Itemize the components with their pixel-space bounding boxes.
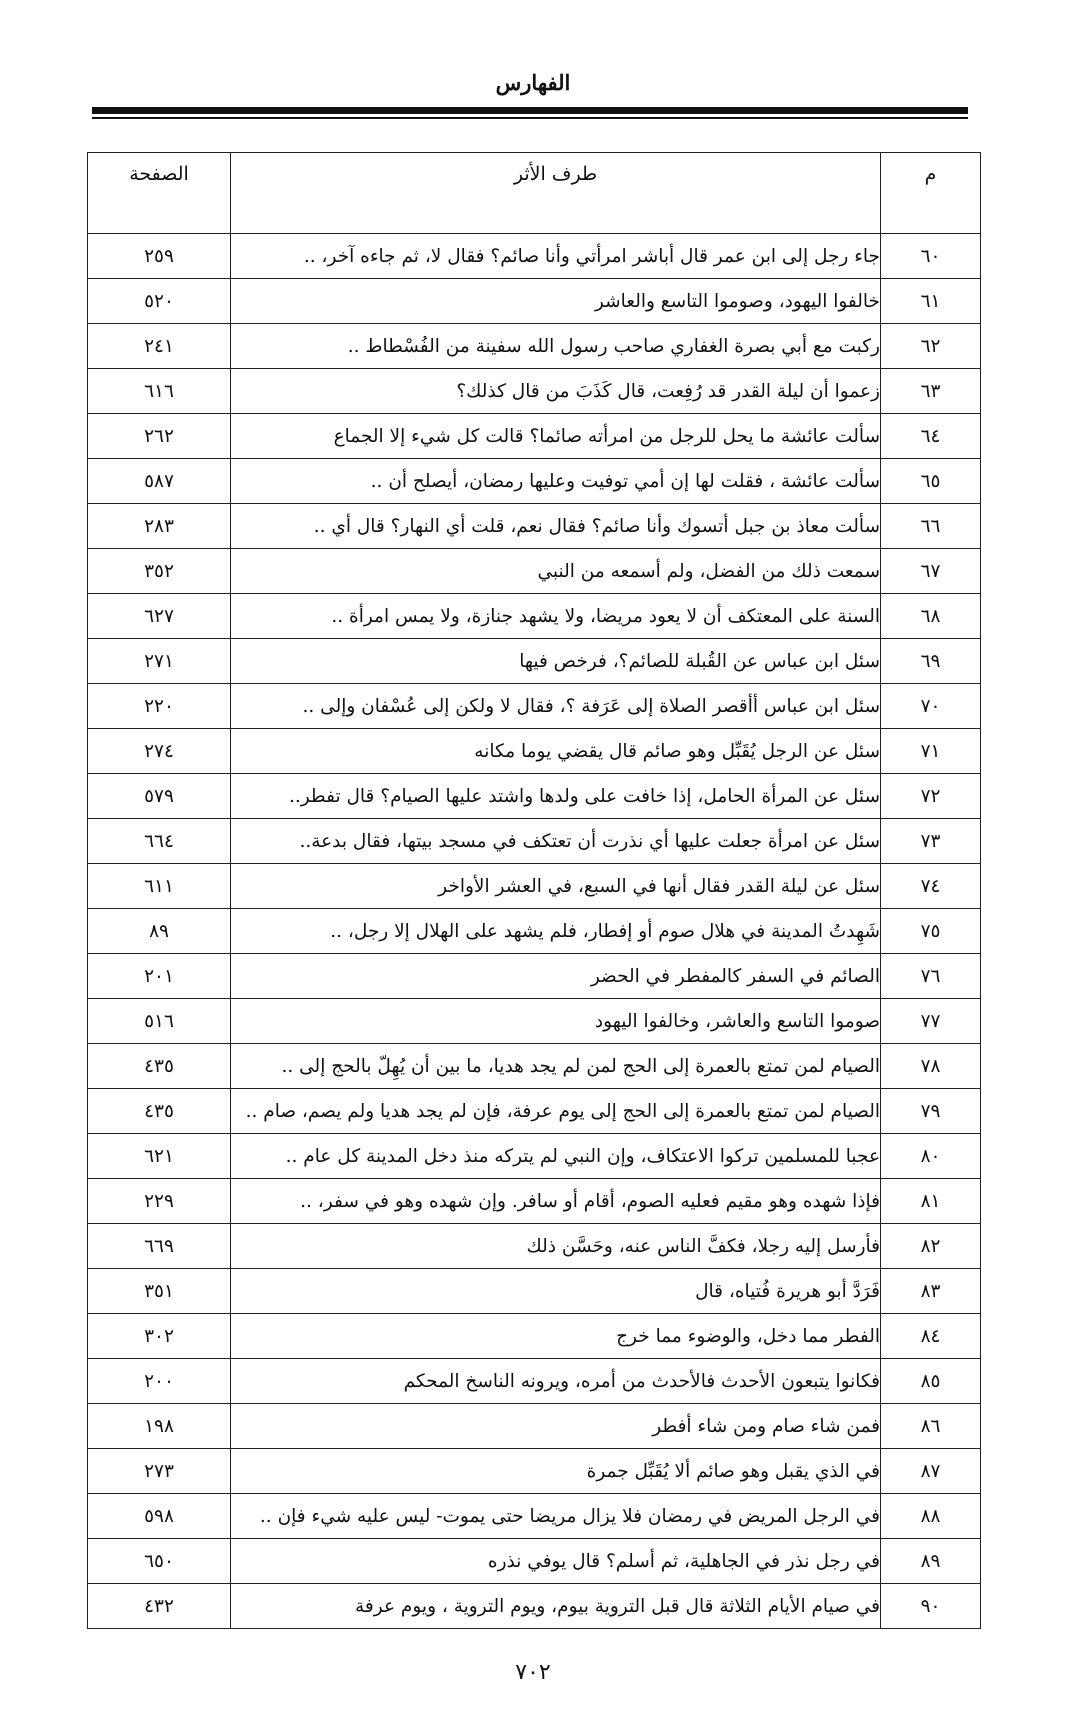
row-number: ٨٨ (881, 1494, 981, 1539)
row-text: فإذا شهده وهو مقيم فعليه الصوم، أقام أو سافر. وإن شهده وهو في سفر، .. (231, 1179, 881, 1224)
row-page: ٣٥٢ (88, 549, 231, 594)
row-text: في صيام الأيام الثلاثة قال قبل التروية بيوم، ويوم التروية ، ويوم عرفة (231, 1584, 881, 1629)
row-number: ٦٨ (881, 594, 981, 639)
row-number: ٦١ (881, 279, 981, 324)
row-page: ٢٦٢ (88, 414, 231, 459)
table-row (88, 774, 981, 819)
row-number: ٦٦ (881, 504, 981, 549)
row-number: ٦٧ (881, 549, 981, 594)
row-text: فمن شاء صام ومن شاء أفطر (231, 1404, 881, 1449)
row-text: سئل عن امرأة جعلت عليها أي نذرت أن تعتكف في مسجد بيتها، فقال بدعة.. (231, 819, 881, 864)
table-row (88, 504, 981, 549)
row-number: ٨١ (881, 1179, 981, 1224)
row-page: ٥٨٧ (88, 459, 231, 504)
table-row (88, 1449, 981, 1494)
table-row (88, 1584, 981, 1629)
row-page: ٥٢٠ (88, 279, 231, 324)
table-row (88, 864, 981, 909)
table-row (88, 684, 981, 729)
row-number: ٧٨ (881, 1044, 981, 1089)
table-row (88, 1089, 981, 1134)
table-row (88, 1224, 981, 1269)
row-text: سمعت ذلك من الفضل، ولم أسمعه من النبي (231, 549, 881, 594)
row-page: ٦١٦ (88, 369, 231, 414)
table-row (88, 459, 981, 504)
table-row (88, 1044, 981, 1089)
row-page: ٢٨٣ (88, 504, 231, 549)
table-row (88, 729, 981, 774)
table-row (88, 549, 981, 594)
row-text: زعموا أن ليلة القدر قد رُفِعت، قال كَذَبَ من قال كذلك؟ (231, 369, 881, 414)
header-rule-thick (92, 107, 968, 114)
header-number: م (881, 153, 981, 234)
table-row (88, 1134, 981, 1179)
table-row (88, 1179, 981, 1224)
row-number: ٧١ (881, 729, 981, 774)
row-page: ٣٠٢ (88, 1314, 231, 1359)
row-number: ٨٢ (881, 1224, 981, 1269)
row-text: صوموا التاسع والعاشر، وخالفوا اليهود (231, 999, 881, 1044)
table-row (88, 999, 981, 1044)
row-page: ٢٧٤ (88, 729, 231, 774)
row-text: فكانوا يتبعون الأحدث فالأحدث من أمره، ويرونه الناسخ المحكم (231, 1359, 881, 1404)
table-header-row (88, 153, 981, 234)
row-number: ٧٩ (881, 1089, 981, 1134)
row-page: ١٩٨ (88, 1404, 231, 1449)
row-number: ٦٩ (881, 639, 981, 684)
table-row (88, 909, 981, 954)
row-page: ٦٢١ (88, 1134, 231, 1179)
row-text: سئل ابن عباس عن القُبلة للصائم؟، فرخص فيها (231, 639, 881, 684)
row-text: في الرجل المريض في رمضان فلا يزال مريضا حتى يموت- ليس عليه شيء فإن .. (231, 1494, 881, 1539)
row-number: ٦٠ (881, 234, 981, 279)
table-row (88, 414, 981, 459)
row-page: ٢٢٩ (88, 1179, 231, 1224)
table-row (88, 279, 981, 324)
row-text: سألت عائشة ، فقلت لها إن أمي توفيت وعليها رمضان، أيصلح أن .. (231, 459, 881, 504)
row-page: ٦٦٩ (88, 1224, 231, 1269)
table-row (88, 954, 981, 999)
row-page: ٦١١ (88, 864, 231, 909)
table-row (88, 369, 981, 414)
row-number: ٧٧ (881, 999, 981, 1044)
row-text: الفطر مما دخل، والوضوء مما خرج (231, 1314, 881, 1359)
row-text: عجبا للمسلمين تركوا الاعتكاف، وإن النبي لم يتركه منذ دخل المدينة كل عام .. (231, 1134, 881, 1179)
row-page: ٢٧٣ (88, 1449, 231, 1494)
row-number: ٨٥ (881, 1359, 981, 1404)
row-number: ٧٢ (881, 774, 981, 819)
row-text: سئل ابن عباس أأقصر الصلاة إلى عَرَفة ؟، فقال لا ولكن إلى عُسْفان وإلى .. (231, 684, 881, 729)
row-page: ٢٢٠ (88, 684, 231, 729)
row-text: فأرسل إليه رجلا، فكفَّ الناس عنه، وحَسَّن ذلك (231, 1224, 881, 1269)
row-number: ٦٤ (881, 414, 981, 459)
page-header-title: الفهارس (495, 70, 571, 95)
row-number: ٧٦ (881, 954, 981, 999)
row-number: ٨٩ (881, 1539, 981, 1584)
table-row (88, 1494, 981, 1539)
row-page: ٤٣٥ (88, 1044, 231, 1089)
row-text: الصيام لمن تمتع بالعمرة إلى الحج لمن لم يجد هديا، ما بين أن يُهِلّ بالحج إلى .. (231, 1044, 881, 1089)
table-row (88, 1359, 981, 1404)
row-text: فَرَدَّ أبو هريرة فُتياه، قال (231, 1269, 881, 1314)
row-text: سئل عن الرجل يُقَبِّل وهو صائم قال يقضي يوما مكانه (231, 729, 881, 774)
header-page: الصفحة (88, 153, 231, 234)
row-text: سألت معاذ بن جبل أتسوك وأنا صائم؟ فقال نعم، قلت أي النهار؟ قال أي .. (231, 504, 881, 549)
row-text: خالفوا اليهود، وصوموا التاسع والعاشر (231, 279, 881, 324)
row-text: الصائم في السفر كالمفطر في الحضر (231, 954, 881, 999)
table-row (88, 1269, 981, 1314)
table-row (88, 819, 981, 864)
row-page: ٦٢٧ (88, 594, 231, 639)
row-number: ٦٢ (881, 324, 981, 369)
row-text: شَهِدتُ المدينة في هلال صوم أو إفطار، فلم يشهد على الهلال إلا رجل، .. (231, 909, 881, 954)
row-text: ركبت مع أبي بصرة الغفاري صاحب رسول الله سفينة من الفُسْطاط .. (231, 324, 881, 369)
row-number: ٧٤ (881, 864, 981, 909)
table-row (88, 1314, 981, 1359)
row-number: ٨٤ (881, 1314, 981, 1359)
row-page: ٥٩٨ (88, 1494, 231, 1539)
header-text: طرف الأثر (231, 153, 881, 234)
row-text: جاء رجل إلى ابن عمر قال أباشر امرأتي وأنا صائم؟ فقال لا، ثم جاءه آخر، .. (231, 234, 881, 279)
row-page: ٨٩ (88, 909, 231, 954)
row-page: ٤٣٥ (88, 1089, 231, 1134)
row-page: ٢٥٩ (88, 234, 231, 279)
row-page: ٢٠١ (88, 954, 231, 999)
page-number: ٧٠٢ (515, 1660, 551, 1685)
row-text: سألت عائشة ما يحل للرجل من امرأته صائما؟ قالت كل شيء إلا الجماع (231, 414, 881, 459)
row-text: سئل عن المرأة الحامل، إذا خافت على ولدها واشتد عليها الصيام؟ قال تفطر.. (231, 774, 881, 819)
row-page: ٤٣٢ (88, 1584, 231, 1629)
row-number: ٩٠ (881, 1584, 981, 1629)
row-number: ٦٣ (881, 369, 981, 414)
row-page: ٢٧١ (88, 639, 231, 684)
row-number: ٧٥ (881, 909, 981, 954)
row-number: ٧٣ (881, 819, 981, 864)
table-row (88, 234, 981, 279)
row-number: ٨٦ (881, 1404, 981, 1449)
row-page: ٢٠٠ (88, 1359, 231, 1404)
row-page: ٢٤١ (88, 324, 231, 369)
row-page: ٦٦٤ (88, 819, 231, 864)
row-text: الصيام لمن تمتع بالعمرة إلى الحج إلى يوم عرفة، فإن لم يجد هديا ولم يصم، صام .. (231, 1089, 881, 1134)
header-rule-thin (92, 117, 968, 119)
table-row (88, 324, 981, 369)
row-page: ٥١٦ (88, 999, 231, 1044)
table-row (88, 639, 981, 684)
table-row (88, 1404, 981, 1449)
row-text: في رجل نذر في الجاهلية، ثم أسلم؟ قال يوفي نذره (231, 1539, 881, 1584)
row-page: ٥٧٩ (88, 774, 231, 819)
row-number: ٨٠ (881, 1134, 981, 1179)
row-number: ٨٧ (881, 1449, 981, 1494)
row-page: ٣٥١ (88, 1269, 231, 1314)
row-text: السنة على المعتكف أن لا يعود مريضا، ولا يشهد جنازة، ولا يمس امرأة .. (231, 594, 881, 639)
row-text: سئل عن ليلة القدر فقال أنها في السبع، في العشر الأواخر (231, 864, 881, 909)
athar-index-table (87, 152, 981, 1629)
row-page: ٦٥٠ (88, 1539, 231, 1584)
row-number: ٦٥ (881, 459, 981, 504)
table-row (88, 1539, 981, 1584)
row-text: في الذي يقبل وهو صائم ألا يُقَبِّل جمرة (231, 1449, 881, 1494)
table-row (88, 594, 981, 639)
row-number: ٨٣ (881, 1269, 981, 1314)
row-number: ٧٠ (881, 684, 981, 729)
